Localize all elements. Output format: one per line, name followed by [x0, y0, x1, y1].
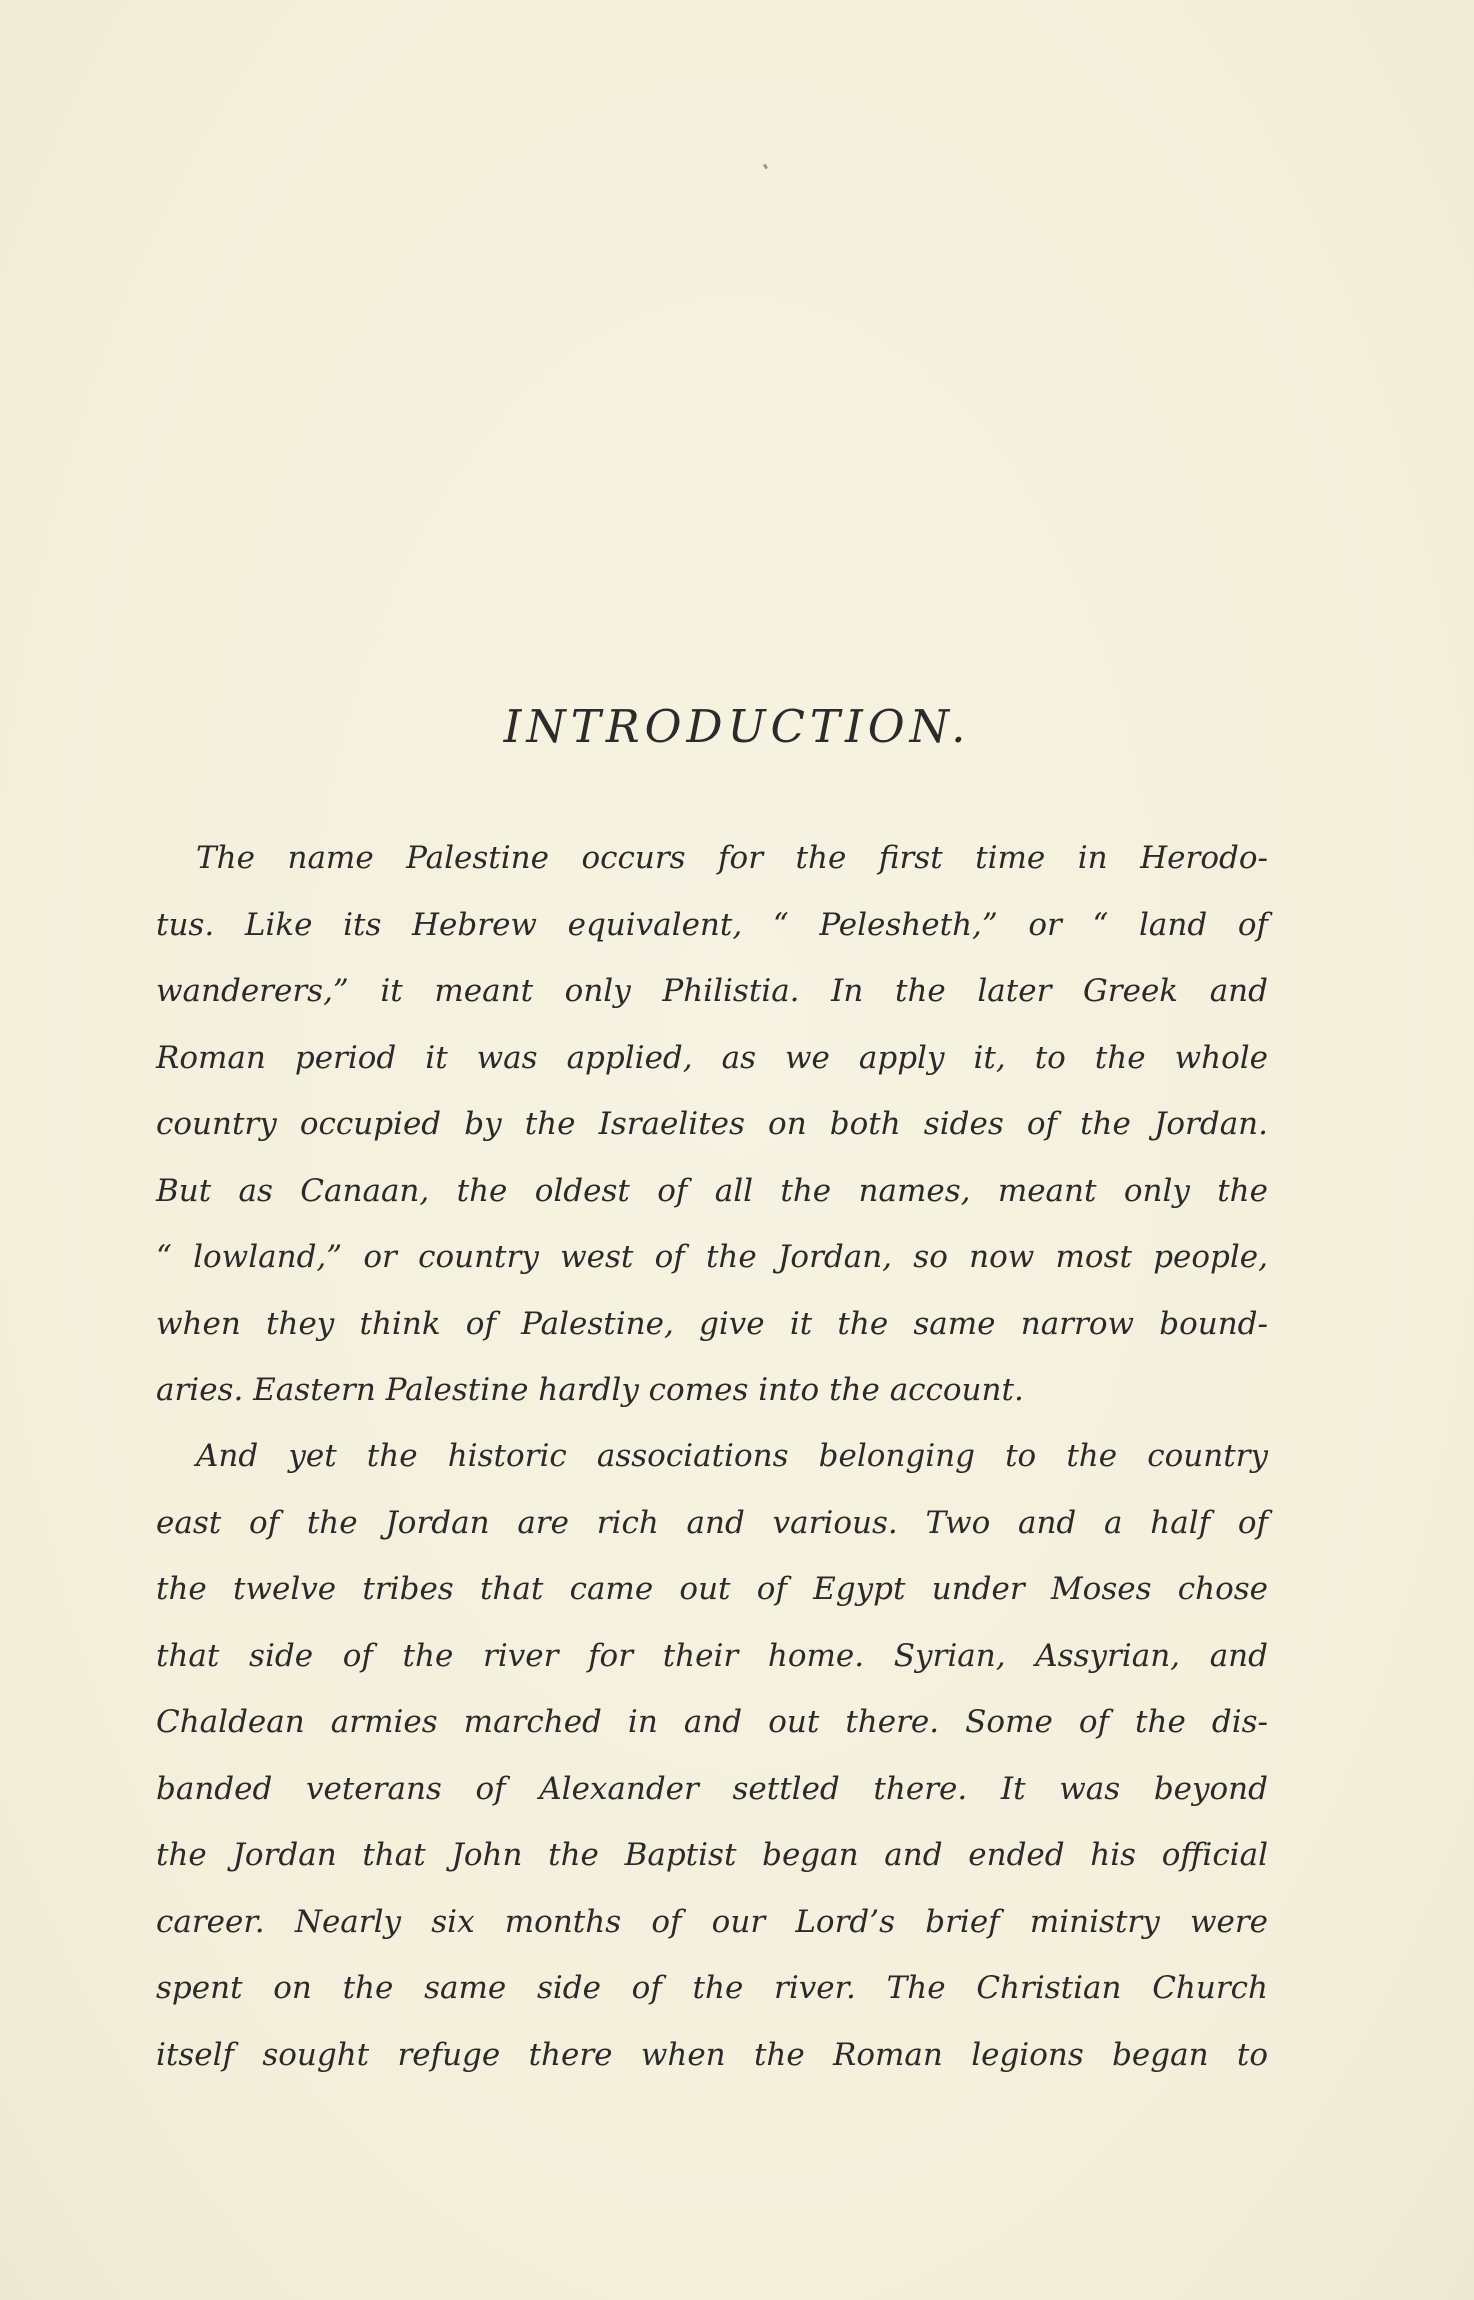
- text-line: when they think of Palestine, give it the same narrow bound-: [156, 1305, 1268, 1342]
- text-line: the twelve tribes that came out of Egypt under Moses chose: [156, 1571, 1268, 1607]
- text-line: that side of the river for their home. Syrian, Assyrian, and: [156, 1637, 1268, 1674]
- text-line: itself sought refuge there when the Roman legions began to: [156, 2036, 1268, 2073]
- text-line: But as Canaan, the oldest of all the names, meant only the: [156, 1172, 1268, 1209]
- text-line: east of the Jordan are rich and various. Two and a half of: [156, 1504, 1268, 1541]
- text-line: wanderers,” it meant only Philistia. In the later Greek and: [156, 973, 1268, 1009]
- text-line: country occupied by the Israelites on both sides of the Jordan.: [156, 1106, 1268, 1142]
- text-line: Chaldean armies marched in and out there. Some of the dis-: [156, 1704, 1268, 1740]
- chapter-heading: INTRODUCTION.: [503, 700, 971, 753]
- paragraph-2: [156, 1423, 1268, 2088]
- paragraph-1: [156, 825, 1268, 1424]
- text-line: the Jordan that John the Baptist began and ended his official: [156, 1837, 1268, 1873]
- text-line: “ lowland,” or country west of the Jordan, so now most people,: [156, 1239, 1268, 1275]
- text-line: And yet the historic associations belonging to the country: [196, 1438, 1268, 1474]
- text-line: spent on the same side of the river. The Christian Church: [156, 1970, 1268, 2006]
- paper-speck: [763, 164, 768, 170]
- text-line: aries. Eastern Palestine hardly comes into the account.: [156, 1372, 1024, 1408]
- text-line: Roman period it was applied, as we apply it, to the whole: [156, 1039, 1268, 1076]
- text-line: The name Palestine occurs for the first time in Herodo-: [196, 840, 1268, 876]
- text-line: banded veterans of Alexander settled there. It was beyond: [156, 1770, 1268, 1807]
- text-line: career. Nearly six months of our Lord’s brief ministry were: [156, 1903, 1268, 1940]
- text-line: tus. Like its Hebrew equivalent, “ Pelesheth,” or “ land of: [156, 906, 1268, 943]
